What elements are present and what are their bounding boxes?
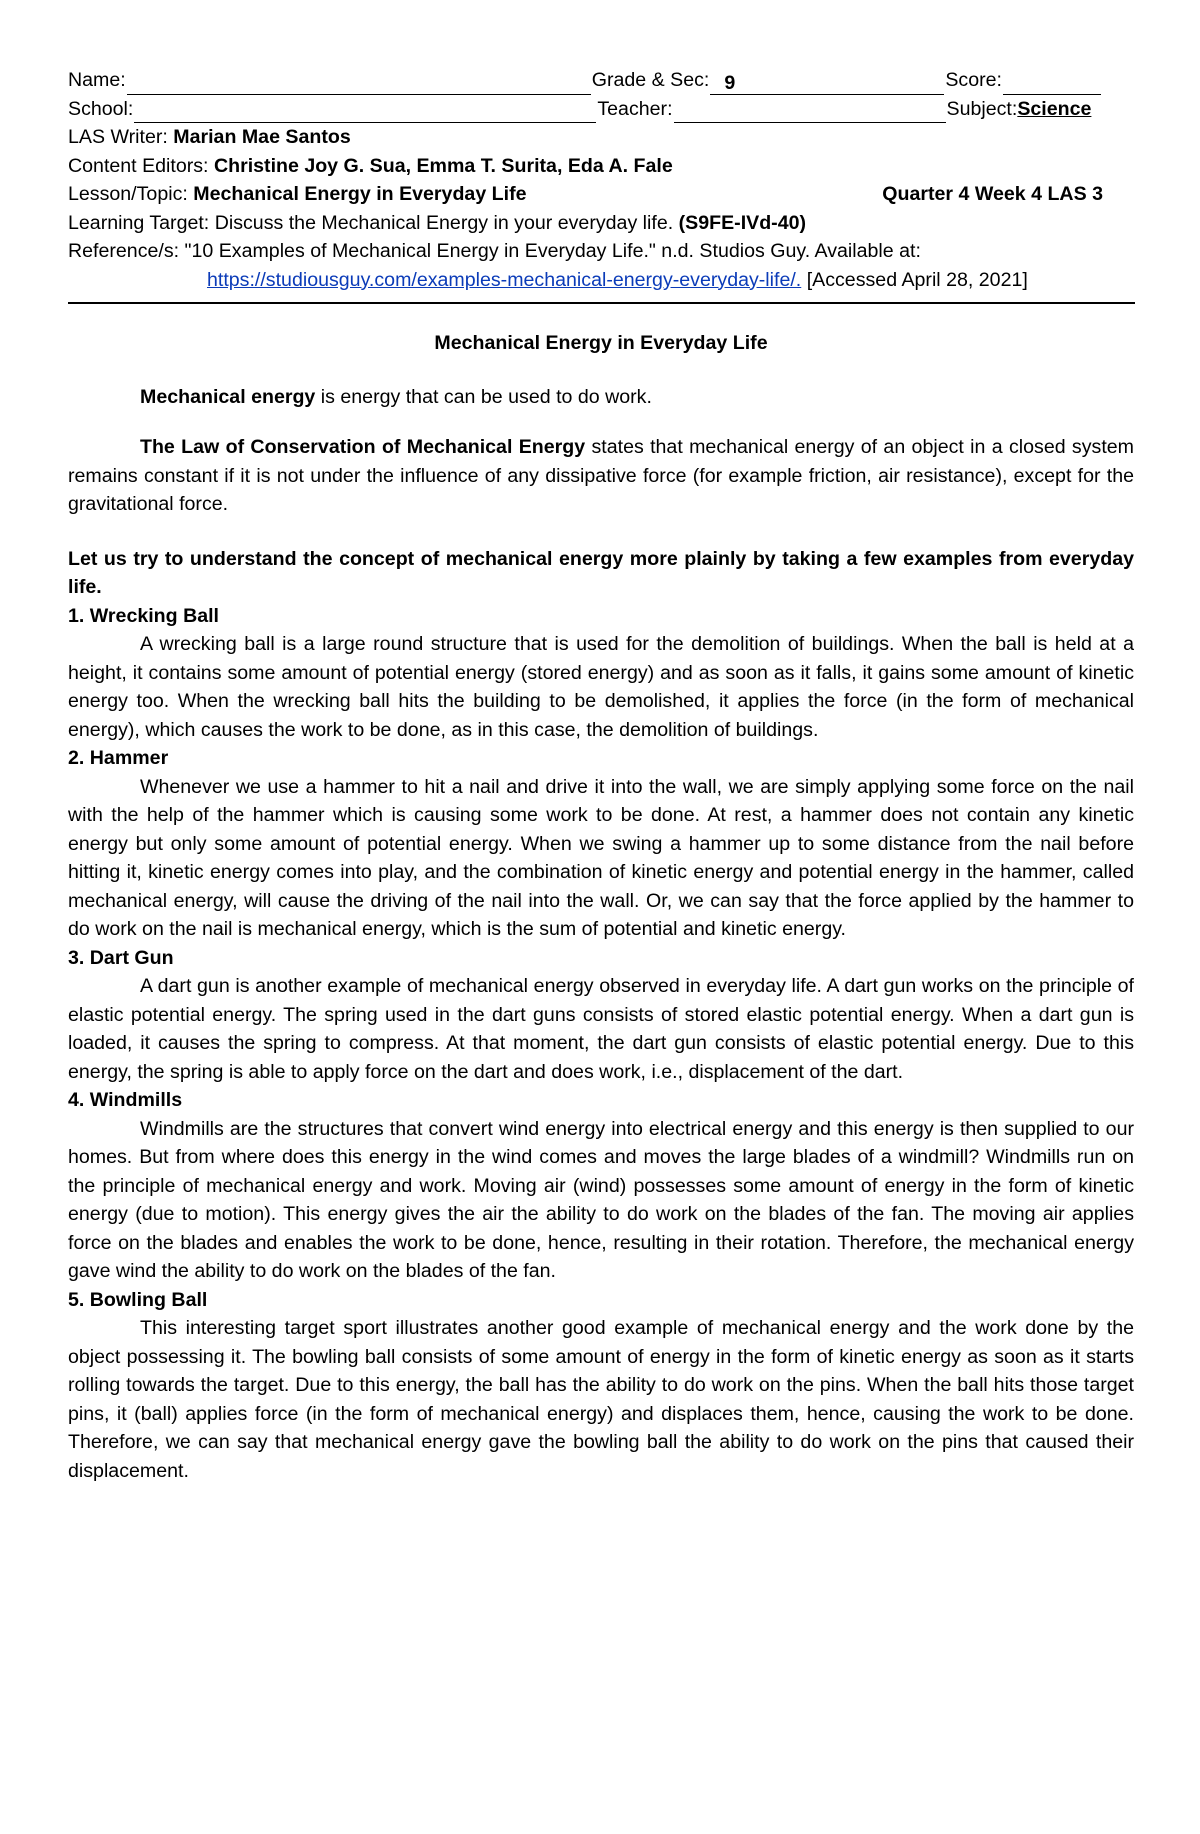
target-label: Learning Target: Discuss the Mechanical Energy in your everyday life. <box>68 211 674 234</box>
header-row-name <box>68 66 1134 95</box>
example-heading-bowling-ball: 5. Bowling Ball <box>68 1288 208 1311</box>
writer-label: LAS Writer: <box>68 126 168 148</box>
subject-value: Science <box>1017 97 1092 120</box>
teacher-label: Teacher: <box>597 97 673 120</box>
target-code: (S9FE-IVd-40) <box>678 211 807 234</box>
writer-value: Marian Mae Santos <box>173 126 351 148</box>
intro-paragraph: Let us try to understand the concept of mechanical energy more plainly by taking a few examples from everyday life. <box>68 547 1134 598</box>
example-text-windmills: Windmills are the structures that convert wind energy into electrical energy and this energy is then supplied to our homes. But from where does this energy in the wind comes and moves the large blades of a windmill? Windmills run on the principle of mechanical energy and work. Moving air (wind) possesses some amount of energy in the form of kinetic energy (due to motion). This energy gives the air the ability to do work on the blades of the fan. The moving air applies force on the blades and enables the work to be done, hence, resulting in their rotation. Therefore, the mechanical energy gave wind the ability to do work on the blades of the fan. <box>68 1117 1134 1282</box>
definition-text: is energy that can be used to do work. <box>315 385 652 408</box>
header-row-school <box>68 95 1134 124</box>
definition-paragraph <box>68 383 1134 412</box>
grade-field[interactable]: 9 <box>710 72 944 95</box>
topic-value: Mechanical Energy in Everyday Life <box>193 183 527 205</box>
reference-text: Reference/s: "10 Examples of Mechanical Energy in Everyday Life." n.d. Studios Guy. Available at: <box>68 240 921 262</box>
definition-term: Mechanical energy <box>140 385 316 408</box>
score-field[interactable] <box>1003 72 1101 95</box>
name-field[interactable] <box>127 72 591 95</box>
topic-label: Lesson/Topic: <box>68 183 188 205</box>
example-text-wrecking-ball: A wrecking ball is a large round structure that is used for the demolition of buildings. When the ball is held at a height, it contains some amount of potential energy (stored energy) and as soon as it falls, it gains some amount of kinetic energy too. When the wrecking ball hits the building to be demolished, it applies the force (in the form of mechanical energy), which causes the work to be done, as in this case, the demolition of buildings. <box>68 633 1134 741</box>
grade-label: Grade & Sec: <box>591 69 710 91</box>
example-heading-wrecking-ball: 1. Wrecking Ball <box>68 604 219 627</box>
header-block <box>68 66 1134 304</box>
header-divider <box>68 302 1135 304</box>
example-heading-dart-gun: 3. Dart Gun <box>68 946 174 969</box>
example-text-bowling-ball: This interesting target sport illustrates another good example of mechanical energy and the work done by the object possessing it. The bowling ball consists of some amount of energy in the form of kinetic energy as soon as it starts rolling towards the target. Due to this energy, the ball has the ability to do work on the pins. When the ball hits those target pins, it (ball) applies force (in the form of mechanical energy) and displaces them, hence, causing the work to be done. Therefore, we can say that mechanical energy gave the bowling ball the ability to do work on the pins that caused their displacement. <box>68 1317 1134 1482</box>
editors-label: Content Editors: <box>68 154 209 177</box>
example-heading-hammer: 2. Hammer <box>68 747 169 769</box>
example-text-dart-gun: A dart gun is another example of mechanical energy observed in everyday life. A dart gun works on the principle of elastic potential energy. The spring used in the dart guns consists of stored elastic potential energy. When a dart gun is loaded, it causes the spring to compress. At that moment, the dart gun consists of elastic potential energy. Due to this energy, the spring is able to apply force on the dart and does work, i.e., displacement of the dart. <box>68 975 1134 1083</box>
quarter-label: Quarter 4 Week 4 LAS 3 <box>882 183 1103 205</box>
topic-group <box>68 180 527 209</box>
teacher-field[interactable] <box>674 100 946 123</box>
name-label: Name: <box>68 69 126 91</box>
editors-line <box>68 152 1134 181</box>
topic-line <box>68 180 1103 209</box>
reference-accessed: [Accessed April 28, 2021] <box>806 268 1028 291</box>
writer-line <box>68 123 1134 152</box>
law-term: The Law of Conservation of Mechanical Energy <box>140 436 586 458</box>
editors-value: Christine Joy G. Sua, Emma T. Surita, Eda A. Fale <box>213 154 673 177</box>
reference-line <box>68 237 1134 266</box>
score-label: Score: <box>945 69 1002 91</box>
law-text: states that mechanical energy of an object in a closed system remains constant if it is not under the influence of any dissipative force (for example friction, air resistance), except for the gravitational force. <box>68 436 1134 515</box>
school-field[interactable] <box>134 100 596 123</box>
example-text-hammer: Whenever we use a hammer to hit a nail and drive it into the wall, we are simply applying some force on the nail with the help of the hammer which is causing some work to be done. At rest, a hammer does not contain any kinetic energy but only some amount of potential energy. When we swing a hammer up to some distance from the nail before hitting it, kinetic energy comes into play, and the combination of kinetic energy and potential energy in the hammer, called mechanical energy, will cause the driving of the nail into the wall. Or, we can say that the force applied by the hammer to do work on the nail is mechanical energy, which is the sum of potential and kinetic energy. <box>68 775 1134 940</box>
page-title: Mechanical Energy in Everyday Life <box>434 332 768 354</box>
reference-link[interactable]: https://studiousguy.com/examples-mechanical-energy-everyday-life/. <box>207 268 802 291</box>
subject-label: Subject: <box>946 97 1018 120</box>
example-heading-windmills: 4. Windmills <box>68 1089 183 1111</box>
law-paragraph <box>68 433 1134 519</box>
reference-url-line <box>68 266 1134 295</box>
school-label: School: <box>68 97 134 120</box>
target-line <box>68 209 1134 238</box>
